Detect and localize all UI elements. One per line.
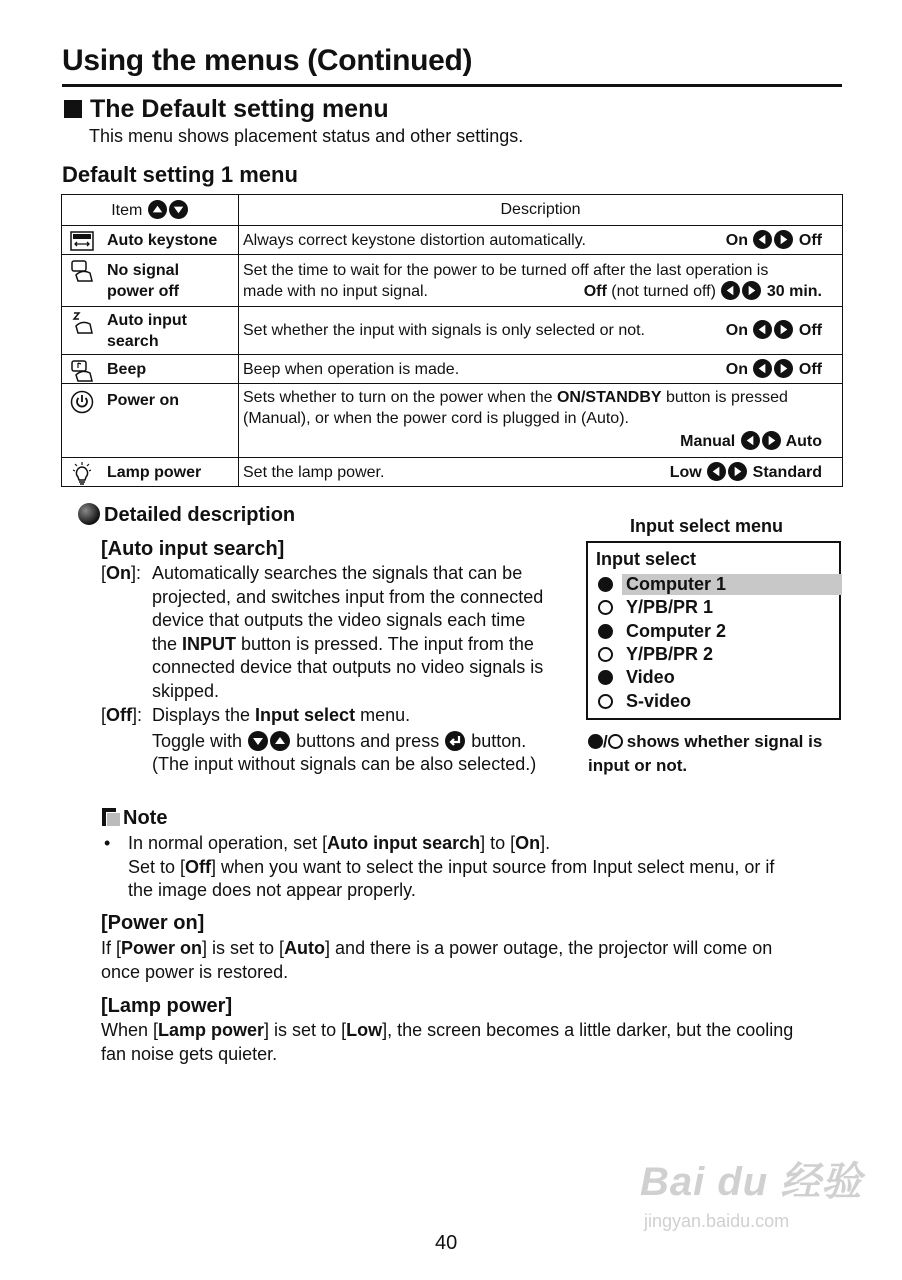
item-no-signal-power-off: No signal power off bbox=[62, 255, 239, 307]
desc-no-signal-power-off: Set the time to wait for the power to be turned off after the last operation is made with no input signal. Off (not turned off) 30 min. bbox=[239, 255, 843, 307]
input-select-item: Computer 2 bbox=[598, 621, 838, 643]
options: Low Standard bbox=[669, 463, 822, 481]
title-rule bbox=[62, 84, 842, 87]
no-signal-icon bbox=[70, 259, 94, 283]
input-select-item: Computer 1 bbox=[598, 574, 838, 596]
item-auto-input-search: Auto input search bbox=[62, 307, 239, 355]
power-on-title: [Power on] bbox=[101, 912, 205, 934]
up-arrow-icon bbox=[148, 200, 167, 219]
desc-auto-keystone: Always correct keystone distortion automatically. On Off bbox=[239, 226, 843, 255]
right-arrow-icon bbox=[774, 359, 793, 378]
no-signal-dot-icon bbox=[598, 600, 613, 615]
left-arrow-icon bbox=[753, 320, 772, 339]
baidu-watermark: Bai du 经验 jingyan.baidu.com bbox=[640, 1160, 863, 1231]
table-row bbox=[62, 226, 843, 255]
signal-dot-icon bbox=[598, 577, 613, 592]
options: Off (not turned off) 30 min. bbox=[583, 282, 822, 300]
right-arrow-icon bbox=[774, 320, 793, 339]
up-arrow-icon bbox=[270, 731, 290, 751]
table-row bbox=[62, 255, 843, 307]
input-select-item: Y/PB/PR 1 bbox=[598, 597, 838, 619]
left-arrow-icon bbox=[741, 431, 760, 450]
left-arrow-icon bbox=[721, 281, 740, 300]
input-select-caption: Input select menu bbox=[630, 516, 784, 536]
left-arrow-icon bbox=[707, 462, 726, 481]
table-row bbox=[62, 384, 843, 458]
item-power-on: Power on bbox=[62, 384, 239, 458]
detailed-description-heading: Detailed description bbox=[78, 503, 295, 527]
default-setting-table bbox=[61, 194, 843, 487]
power-on-body: If [Power on] is set to [Auto] and there is a power outage, the projector will come on once power is restored. bbox=[101, 938, 773, 982]
page-number: 40 bbox=[435, 1232, 458, 1254]
options: Manual Auto bbox=[680, 433, 822, 450]
beep-icon bbox=[70, 359, 94, 383]
table-header bbox=[62, 195, 843, 226]
right-arrow-icon bbox=[728, 462, 747, 481]
item-lamp-power: Lamp power bbox=[62, 458, 239, 487]
table-row bbox=[62, 458, 843, 487]
lamp-power-body: When [Lamp power] is set to [Low], the screen becomes a little darker, but the cooling fan noise gets quieter. bbox=[101, 1020, 794, 1064]
section-intro: This menu shows placement status and other settings. bbox=[89, 126, 524, 146]
no-signal-dot-icon bbox=[598, 694, 613, 709]
input-select-item: Video bbox=[598, 667, 838, 689]
right-arrow-icon bbox=[742, 281, 761, 300]
signal-dot-icon bbox=[598, 670, 613, 685]
filled-dot-icon bbox=[588, 734, 603, 749]
power-icon bbox=[70, 390, 94, 414]
auto-keystone-icon bbox=[70, 230, 94, 254]
left-arrow-icon bbox=[753, 230, 772, 249]
options: On Off bbox=[725, 360, 822, 378]
empty-dot-icon bbox=[608, 734, 623, 749]
header-item: Item bbox=[62, 195, 239, 226]
down-arrow-icon bbox=[169, 200, 188, 219]
square-bullet-icon bbox=[64, 100, 82, 118]
options: On Off bbox=[725, 231, 822, 249]
section-title: The Default setting menu bbox=[64, 95, 389, 124]
desc-power-on: Sets whether to turn on the power when the ON/STANDBY button is pressed (Manual), or when the power cord is plugged in (Auto). Manual Auto bbox=[239, 384, 843, 458]
note-heading: Note bbox=[101, 807, 167, 830]
auto-input-icon bbox=[70, 311, 94, 335]
auto-input-search-title: [Auto input search] bbox=[101, 538, 285, 560]
input-select-item: S-video bbox=[598, 691, 838, 713]
input-select-menu bbox=[586, 541, 841, 720]
item-auto-keystone: Auto keystone bbox=[62, 226, 239, 255]
lamp-power-title: [Lamp power] bbox=[101, 995, 233, 1017]
down-arrow-icon bbox=[248, 731, 268, 751]
desc-auto-input-search: Set whether the input with signals is only selected or not. On Off bbox=[239, 307, 843, 355]
input-select-title: Input select bbox=[596, 549, 697, 569]
enter-icon bbox=[445, 731, 465, 751]
item-beep: Beep bbox=[62, 355, 239, 384]
desc-beep: Beep when operation is made. On Off bbox=[239, 355, 843, 384]
left-arrow-icon bbox=[753, 359, 772, 378]
ball-bullet-icon bbox=[78, 503, 100, 525]
options: On Off bbox=[725, 322, 822, 339]
lamp-icon bbox=[70, 462, 94, 486]
table-row bbox=[62, 355, 843, 384]
subsection-title: Default setting 1 menu bbox=[62, 162, 298, 187]
header-description: Description bbox=[239, 195, 843, 226]
note-body: • In normal operation, set [Auto input search] to [On]. Set to [Off] when you want to select the input source from Input select menu, or if the image does not appear properly. bbox=[104, 833, 775, 900]
note-icon bbox=[101, 807, 121, 827]
right-arrow-icon bbox=[762, 431, 781, 450]
bullet: • bbox=[104, 833, 111, 853]
page-title: Using the menus (Continued) bbox=[62, 44, 473, 77]
input-select-legend: / shows whether signal is input or not. bbox=[588, 732, 823, 775]
right-arrow-icon bbox=[774, 230, 793, 249]
signal-dot-icon bbox=[598, 624, 613, 639]
input-select-item: Y/PB/PR 2 bbox=[598, 644, 838, 666]
desc-lamp-power: Set the lamp power. Low Standard bbox=[239, 458, 843, 487]
no-signal-dot-icon bbox=[598, 647, 613, 662]
table-row bbox=[62, 307, 843, 355]
